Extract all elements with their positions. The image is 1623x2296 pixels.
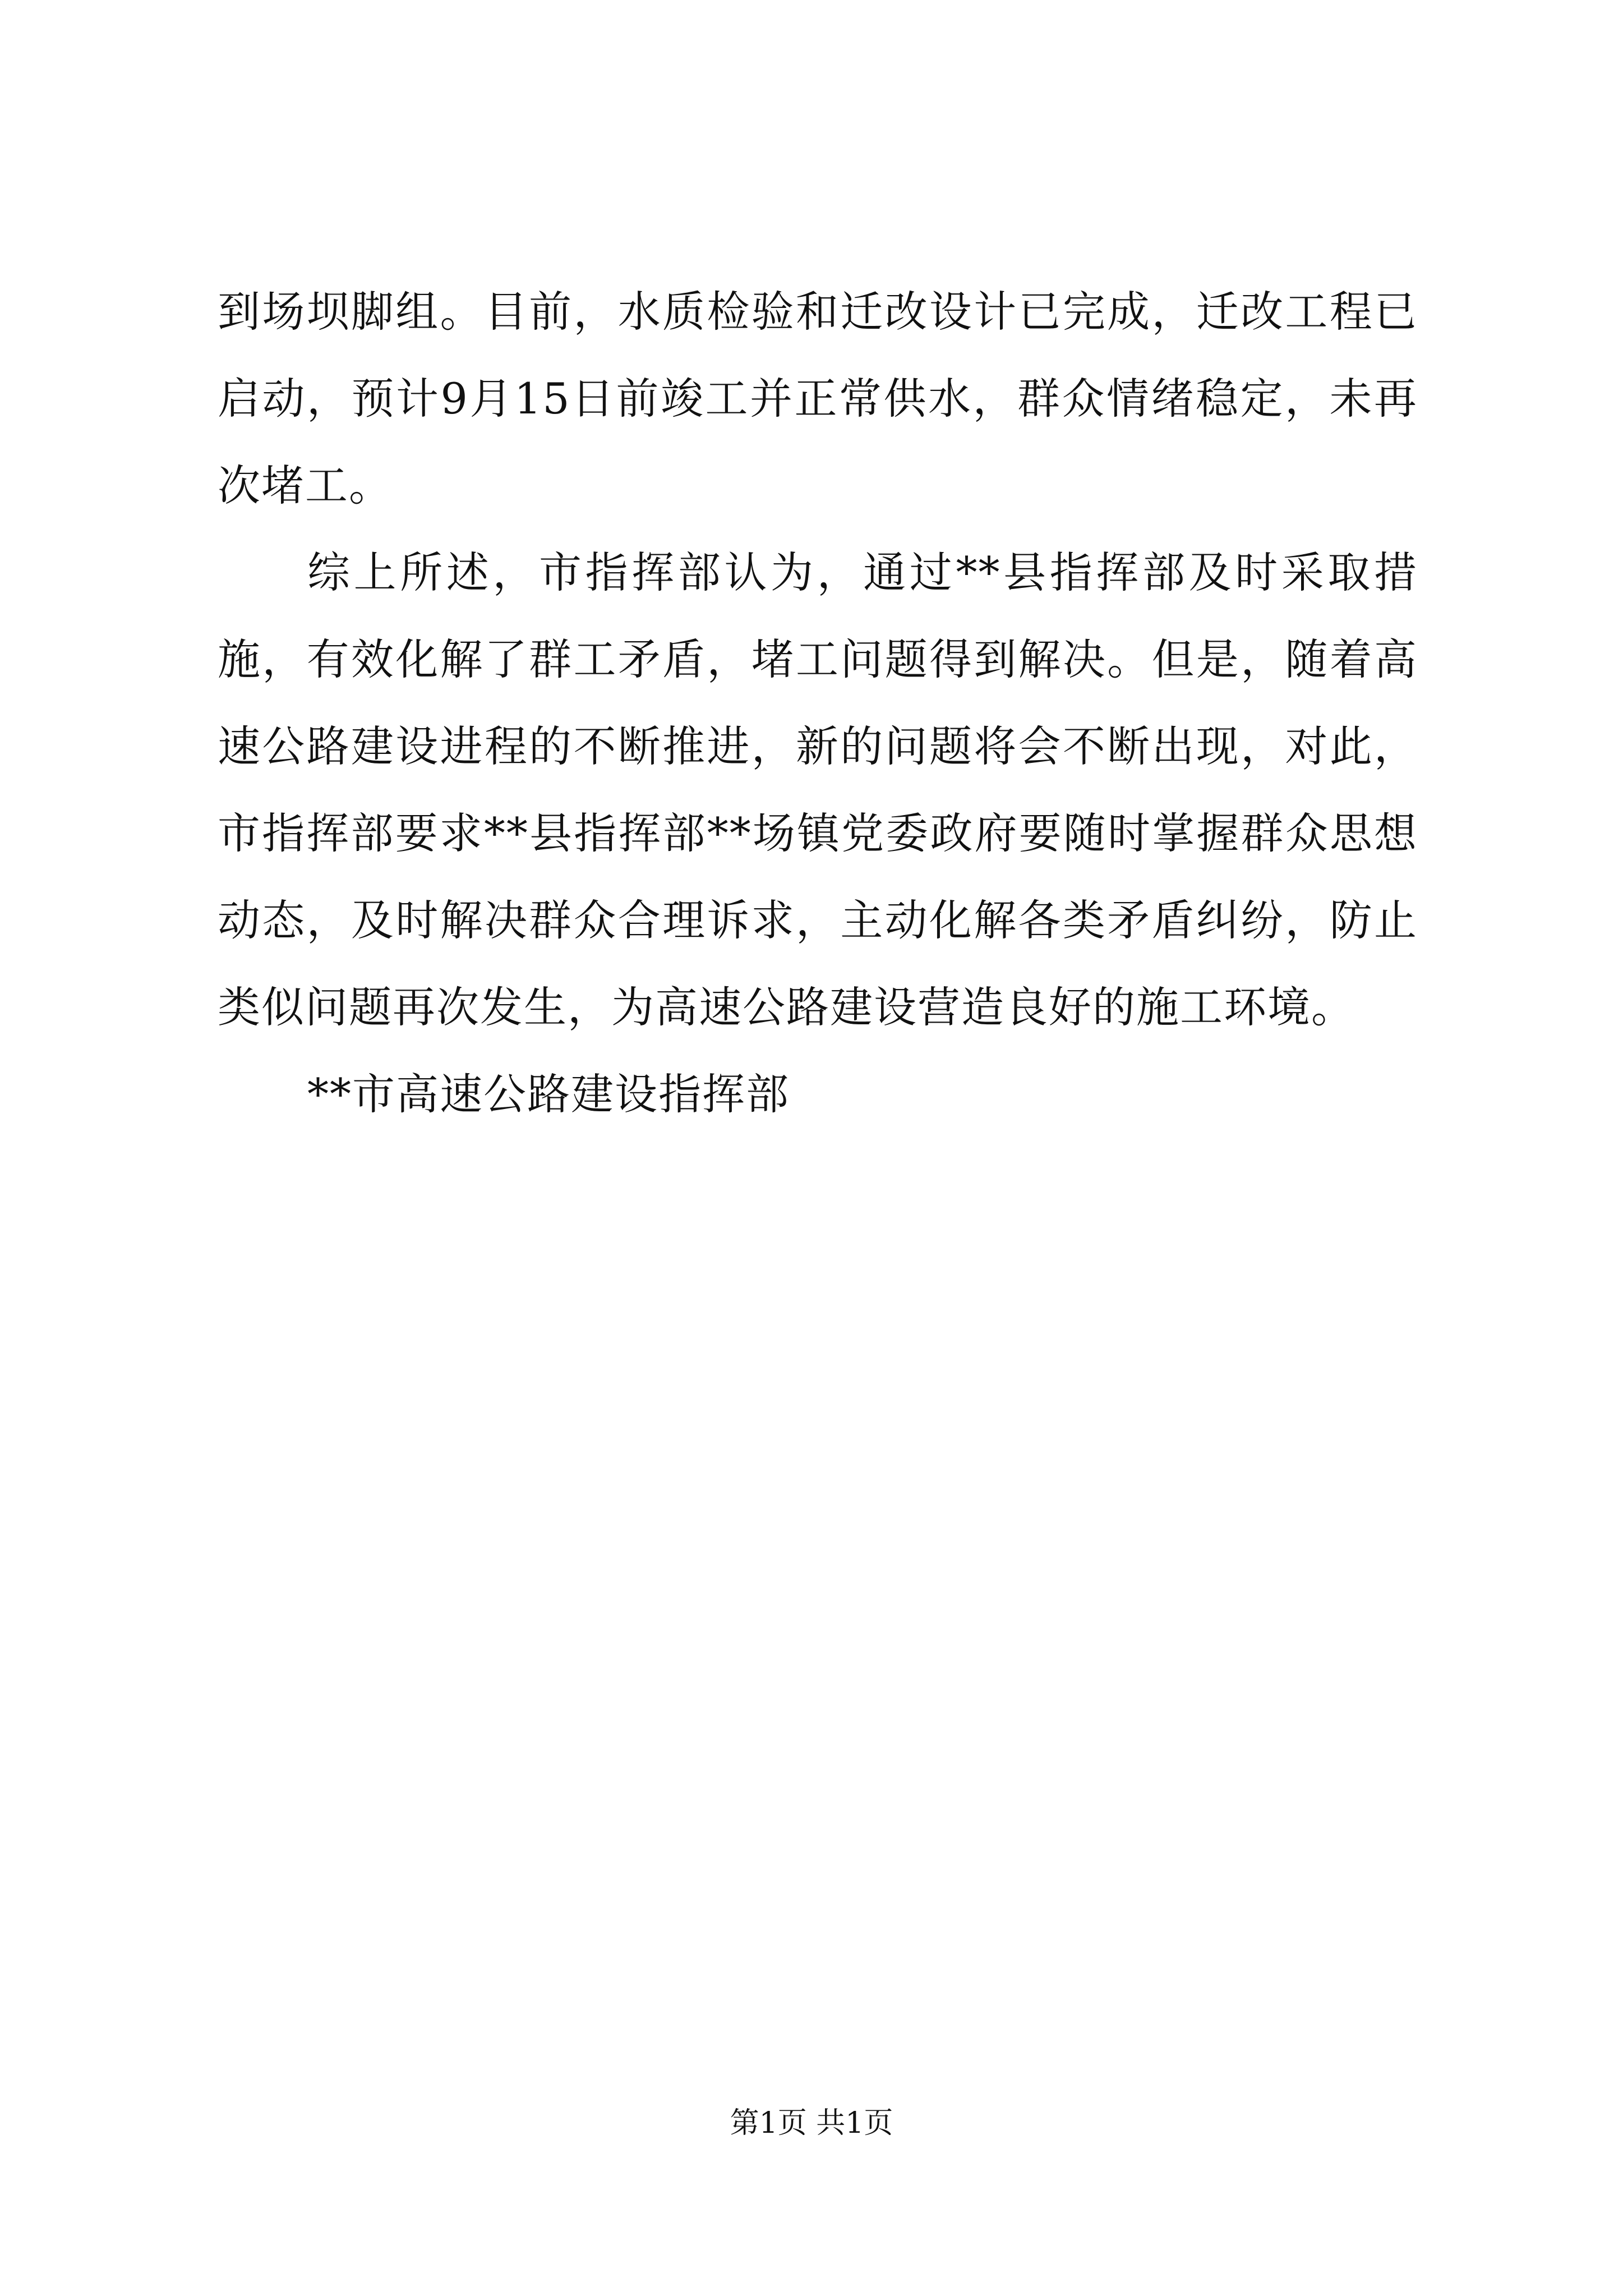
paragraph-summary: 综上所述，市指挥部认为，通过**县指挥部及时采取措施，有效化解了群工矛盾，堵工问题得到解决。但是，随着高速公路建设进程的不断推进，新的问题将会不断出现，对此，市指挥部要求**县指挥部**场镇党委政府要随时掌握群众思想动态，及时解决群众合理诉求，主动化解各类矛盾纠纷，防止类似问题再次发生，为高速公路建设营造良好的施工环境。: [218, 547, 1418, 1032]
paragraph-continuation: 到场坝脚组。目前，水质检验和迁改设计已完成，迁改工程已启动，预计9月15日前竣工并正常供水，群众情绪稳定，未再次堵工。: [218, 287, 1418, 510]
signature-line: **市高速公路建设指挥部: [307, 1069, 790, 1119]
page-footer: 第1页 共1页: [730, 2106, 893, 2140]
